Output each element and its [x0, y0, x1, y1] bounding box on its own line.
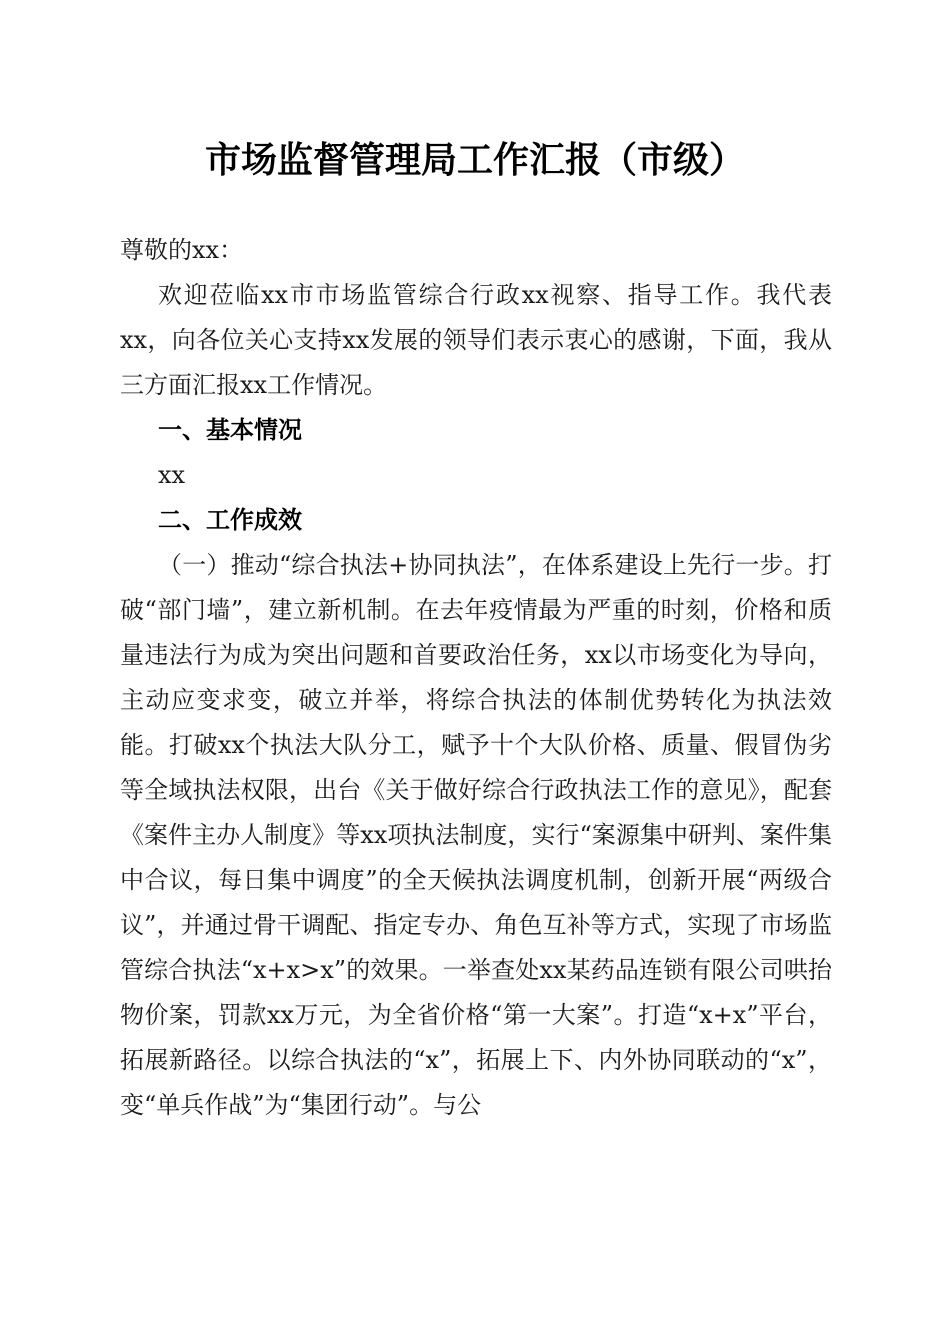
section-heading-achievements: 二、工作成效 — [158, 506, 302, 534]
section-heading-basic-info: 一、基本情况 — [158, 416, 302, 444]
document-title: 市场监督管理局工作汇报（市级） — [204, 139, 745, 181]
achievements-paragraph: （一）推动“综合执法+协同执法”，在体系建设上先行一步。打破“部门墙”，建立新机制。在去年疫情最为严重的时刻，价格和质量违法行为成为突出问题和首要政治任务，xx以市场变化为导向，主动应变求变，破立并举，将综合执法的体制优势转化为执法效能。打破xx个执法大队分工，赋予十个大队价格、质量、假冒伪劣等全域执法权限，出台《关于做好综合行政执法工作的意见》，配套《案件主办人制度》等xx项执法制度，实行“案源集中研判、案件集中合议，每日集中调度”的全天候执法调度机制，创新开展“两级合议”，并通过骨干调配、指定专办、角色互补等方式，实现了市场监管综合执法“x+x>x”的效果。一举查处xx某药品连锁有限公司哄抬物价案，罚款xx万元，为全省价格“第一大案”。打造“x+x”平台，拓展新路径。以综合执法的“x”，拓展上下、内外协同联动的“x”，变“单兵作战”为“集团行动”。与公 — [120, 551, 832, 1119]
salutation: 尊敬的xx： — [120, 236, 244, 264]
section-body-basic-info: xx — [158, 461, 186, 489]
intro-paragraph: 欢迎莅临xx市市场监管综合行政xx视察、指导工作。我代表xx，向各位关心支持xx发展的领导们表示衷心的感谢，下面，我从三方面汇报xx工作情况。 — [120, 281, 832, 399]
document-body — [120, 228, 832, 1128]
